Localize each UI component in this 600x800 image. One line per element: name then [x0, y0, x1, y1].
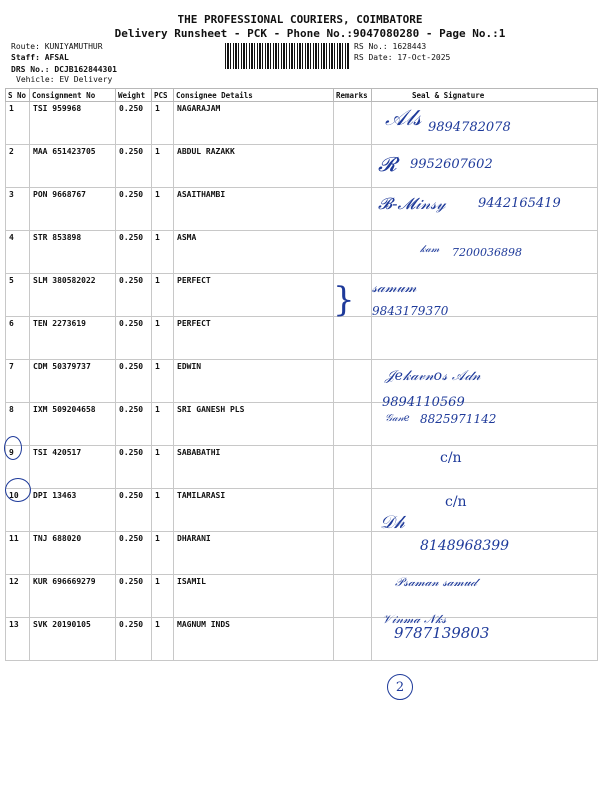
row-signature — [372, 489, 598, 532]
row-remarks — [334, 102, 372, 145]
row-consignee: DHARANI — [174, 532, 334, 575]
runsheet-subtitle: Delivery Runsheet - PCK - Phone No.:9047080280 - Page No.:1 — [114, 27, 506, 40]
signature-mark: 𝒟𝒽 — [380, 512, 405, 533]
row-sno: 9 — [6, 446, 30, 489]
row-sno: 5 — [6, 274, 30, 317]
vehicle-label: Vehicle: EV Delivery — [16, 75, 113, 84]
row-pcs: 1 — [152, 231, 174, 274]
col-consignee: Consignee Details — [174, 89, 334, 102]
row-remarks — [334, 231, 372, 274]
staff-label: Staff: AFSAL — [11, 53, 69, 62]
row-weight: 0.250 — [116, 145, 152, 188]
row-consignment-no: TSI 420517 — [30, 446, 116, 489]
signature-mark: 𝒥𝑒𝓀𝒶𝓋𝓃𝑜𝓈 𝒜𝒹𝓃 — [385, 368, 481, 384]
row-sno: 11 — [6, 532, 30, 575]
row-sno: 13 — [6, 618, 30, 661]
row-remarks — [334, 403, 372, 446]
row-consignee: ASMA — [174, 231, 334, 274]
row-sno: 2 — [6, 145, 30, 188]
table-row — [6, 489, 598, 532]
row-remarks — [334, 360, 372, 403]
row-weight: 0.250 — [116, 231, 152, 274]
row-sno: 6 — [6, 317, 30, 360]
row-weight: 0.250 — [116, 317, 152, 360]
row-weight: 0.250 — [116, 360, 152, 403]
row-sno: 8 — [6, 403, 30, 446]
row-consignee: TAMILARASI — [174, 489, 334, 532]
table-row — [6, 446, 598, 489]
row-remarks — [334, 145, 372, 188]
row-pcs: 1 — [152, 489, 174, 532]
row-pcs: 1 — [152, 532, 174, 575]
row-consignment-no: SLM 380582022 — [30, 274, 116, 317]
row-consignment-no: TSI 959968 — [30, 102, 116, 145]
col-signature: Seal & Signature — [372, 89, 598, 102]
row-pcs: 1 — [152, 188, 174, 231]
row-consignment-no: SVK 20190105 — [30, 618, 116, 661]
row-pcs: 1 — [152, 360, 174, 403]
row-pcs: 1 — [152, 575, 174, 618]
signature-mark: 𝓡 — [378, 152, 397, 176]
signature-mark: 𝓈𝒶𝓂𝓊𝓂 — [372, 280, 417, 296]
col-pcs: PCS — [152, 89, 174, 102]
row-weight: 0.250 — [116, 575, 152, 618]
row-consignment-no: TEN 2273619 — [30, 317, 116, 360]
signature-mark: 𝒢𝒶𝓃𝑒 — [385, 413, 410, 424]
row-consignment-no: MAA 651423705 — [30, 145, 116, 188]
row-weight: 0.250 — [116, 403, 152, 446]
table-row — [6, 145, 598, 188]
row-consignment-no: PON 9668767 — [30, 188, 116, 231]
rs-date: RS Date: 17-Oct-2025 — [354, 53, 451, 62]
company-title: THE PROFESSIONAL COURIERS, COIMBATORE — [177, 13, 423, 26]
row-sno: 12 — [6, 575, 30, 618]
handwritten-phone-8b: 8825971142 — [420, 412, 497, 426]
row-weight: 0.250 — [116, 489, 152, 532]
row-consignee: PERFECT — [174, 317, 334, 360]
circled-number — [387, 674, 413, 700]
table-row — [6, 575, 598, 618]
row-pcs: 1 — [152, 145, 174, 188]
row-pcs: 1 — [152, 274, 174, 317]
row-consignee: EDWIN — [174, 360, 334, 403]
row-consignment-no: TNJ 688020 — [30, 532, 116, 575]
col-weight: Weight — [116, 89, 152, 102]
row-remarks — [334, 618, 372, 661]
row-weight: 0.250 — [116, 102, 152, 145]
row-pcs: 1 — [152, 102, 174, 145]
row-remarks — [334, 532, 372, 575]
handwritten-phone-1: 9894782078 — [428, 120, 511, 135]
row-consignee: MAGNUM INDS — [174, 618, 334, 661]
row-sno: 4 — [6, 231, 30, 274]
row-sno: 7 — [6, 360, 30, 403]
row-pcs: 1 — [152, 403, 174, 446]
handwritten-phone-2: 9952607602 — [410, 157, 493, 172]
signature-mark: 𝓑-𝓜𝒾𝓃𝓈𝓎 — [378, 194, 446, 213]
table-row — [6, 403, 598, 446]
col-sno: S No — [6, 89, 30, 102]
row-signature — [372, 446, 598, 489]
row-consignee: ASAITHAMBI — [174, 188, 334, 231]
row-remarks — [334, 317, 372, 360]
row-consignee: NAGARAJAM — [174, 102, 334, 145]
col-remarks: Remarks — [334, 89, 372, 102]
row-sno: 10 — [6, 489, 30, 532]
table-header-row — [6, 89, 598, 102]
row-signature — [372, 317, 598, 360]
handwritten-phone-13: 9787139803 — [394, 624, 490, 642]
row-sno: 1 — [6, 102, 30, 145]
runsheet-table — [5, 88, 598, 661]
signature-mark: 𝒜𝓁𝓈 — [385, 106, 422, 131]
handwritten-phone-6: 9843179370 — [372, 304, 449, 318]
row-consignee: ISAMIL — [174, 575, 334, 618]
handwritten-cn-9: c/n — [440, 450, 462, 466]
handwritten-phone-8a: 9894110569 — [382, 395, 465, 410]
row-sno: 3 — [6, 188, 30, 231]
barcode-image — [225, 43, 350, 69]
row-consignee: SABABATHI — [174, 446, 334, 489]
row-consignee: ABDUL RAZAKK — [174, 145, 334, 188]
signature-mark: 𝓀𝒶𝓂 — [420, 244, 440, 255]
brace-mark: } — [333, 280, 355, 320]
row-pcs: 1 — [152, 317, 174, 360]
row-remarks — [334, 489, 372, 532]
row-weight: 0.250 — [116, 532, 152, 575]
row-remarks — [334, 446, 372, 489]
col-consignment: Consignment No — [30, 89, 116, 102]
rs-number: RS No.: 1628443 — [354, 42, 427, 51]
route-label: Route: KUNIYAMUTHUR — [11, 42, 103, 51]
row-consignment-no: DPI 13463 — [30, 489, 116, 532]
signature-mark: 𝒫𝓈𝒶𝓂𝒶𝓃 𝓈𝒶𝓂𝓊𝒹 — [395, 575, 477, 589]
circle-mark-row-10 — [5, 478, 31, 502]
row-consignment-no: CDM 50379737 — [30, 360, 116, 403]
handwritten-phone-3: 9442165419 — [478, 196, 561, 211]
handwritten-phone-4: 7200036898 — [452, 246, 522, 259]
row-weight: 0.250 — [116, 618, 152, 661]
row-pcs: 1 — [152, 618, 174, 661]
row-consignee: SRI GANESH PLS — [174, 403, 334, 446]
circled-number-text: 2 — [395, 679, 405, 695]
row-consignment-no: IXM 509204658 — [30, 403, 116, 446]
row-pcs: 1 — [152, 446, 174, 489]
table-row — [6, 274, 598, 317]
row-weight: 0.250 — [116, 446, 152, 489]
handwritten-cn-10: c/n — [445, 494, 467, 510]
signature-mark: 𝒱𝒾𝓃𝓂𝒶 𝒩𝓀𝓈 — [382, 612, 447, 626]
table-row — [6, 317, 598, 360]
table-row — [6, 360, 598, 403]
row-remarks — [334, 188, 372, 231]
row-consignment-no: KUR 696669279 — [30, 575, 116, 618]
handwritten-phone-11: 8148968399 — [420, 538, 510, 554]
drs-number: DRS No.: DCJB162844301 — [11, 65, 117, 74]
row-weight: 0.250 — [116, 274, 152, 317]
row-consignee: PERFECT — [174, 274, 334, 317]
table-row — [6, 618, 598, 661]
row-weight: 0.250 — [116, 188, 152, 231]
row-remarks — [334, 575, 372, 618]
row-consignment-no: STR 853898 — [30, 231, 116, 274]
circle-mark-row-9 — [4, 436, 22, 460]
